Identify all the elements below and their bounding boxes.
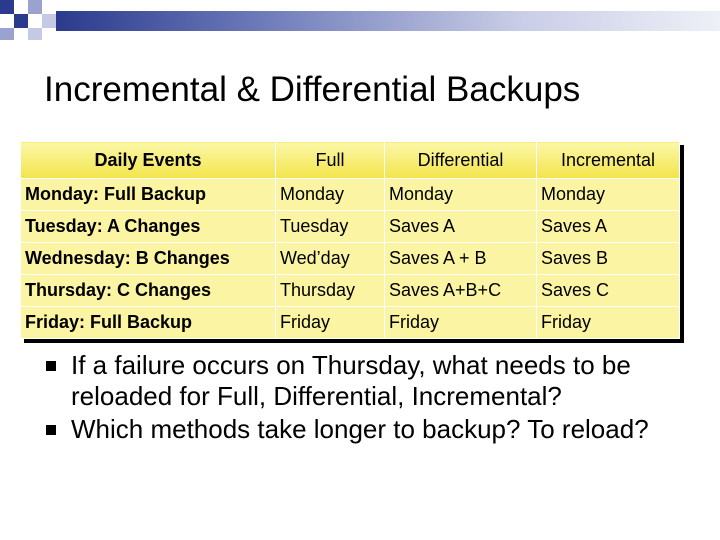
bullet-text: If a failure occurs on Thursday, what needs to be reloaded for Full, Differential, Incremental? xyxy=(71,350,631,411)
table-row xyxy=(21,211,680,243)
table-row xyxy=(21,275,680,307)
backup-comparison-table xyxy=(20,141,680,339)
full-cell: Wed’day xyxy=(276,243,385,275)
column-header-full: Full xyxy=(276,142,385,179)
incremental-cell: Monday xyxy=(537,179,680,211)
differential-cell: Saves A + B xyxy=(385,243,537,275)
column-header-differential: Differential xyxy=(385,142,537,179)
table-header-row xyxy=(21,142,680,179)
slide-title: Incremental & Differential Backups xyxy=(44,70,581,109)
table-row xyxy=(21,243,680,275)
incremental-cell: Saves B xyxy=(537,243,680,275)
incremental-cell: Friday xyxy=(537,307,680,339)
list-item xyxy=(40,350,710,412)
incremental-cell: Saves A xyxy=(537,211,680,243)
daily-event-cell: Thursday: C Changes xyxy=(21,275,276,307)
column-header-daily-events: Daily Events xyxy=(21,142,276,179)
bullet-text: Which methods take longer to backup? To reload? xyxy=(71,414,649,444)
table-row xyxy=(21,307,680,339)
daily-event-cell: Wednesday: B Changes xyxy=(21,243,276,275)
daily-event-cell: Friday: Full Backup xyxy=(21,307,276,339)
daily-event-cell: Monday: Full Backup xyxy=(21,179,276,211)
bullet-list xyxy=(40,350,710,447)
list-item xyxy=(40,414,710,445)
square-bullet-icon xyxy=(46,425,56,435)
incremental-cell: Saves C xyxy=(537,275,680,307)
full-cell: Friday xyxy=(276,307,385,339)
table-row xyxy=(21,179,680,211)
differential-cell: Friday xyxy=(385,307,537,339)
differential-cell: Saves A xyxy=(385,211,537,243)
column-header-incremental: Incremental xyxy=(537,142,680,179)
square-bullet-icon xyxy=(46,361,56,371)
differential-cell: Monday xyxy=(385,179,537,211)
full-cell: Tuesday xyxy=(276,211,385,243)
full-cell: Monday xyxy=(276,179,385,211)
decorative-header-pattern xyxy=(0,0,720,40)
daily-event-cell: Tuesday: A Changes xyxy=(21,211,276,243)
differential-cell: Saves A+B+C xyxy=(385,275,537,307)
full-cell: Thursday xyxy=(276,275,385,307)
